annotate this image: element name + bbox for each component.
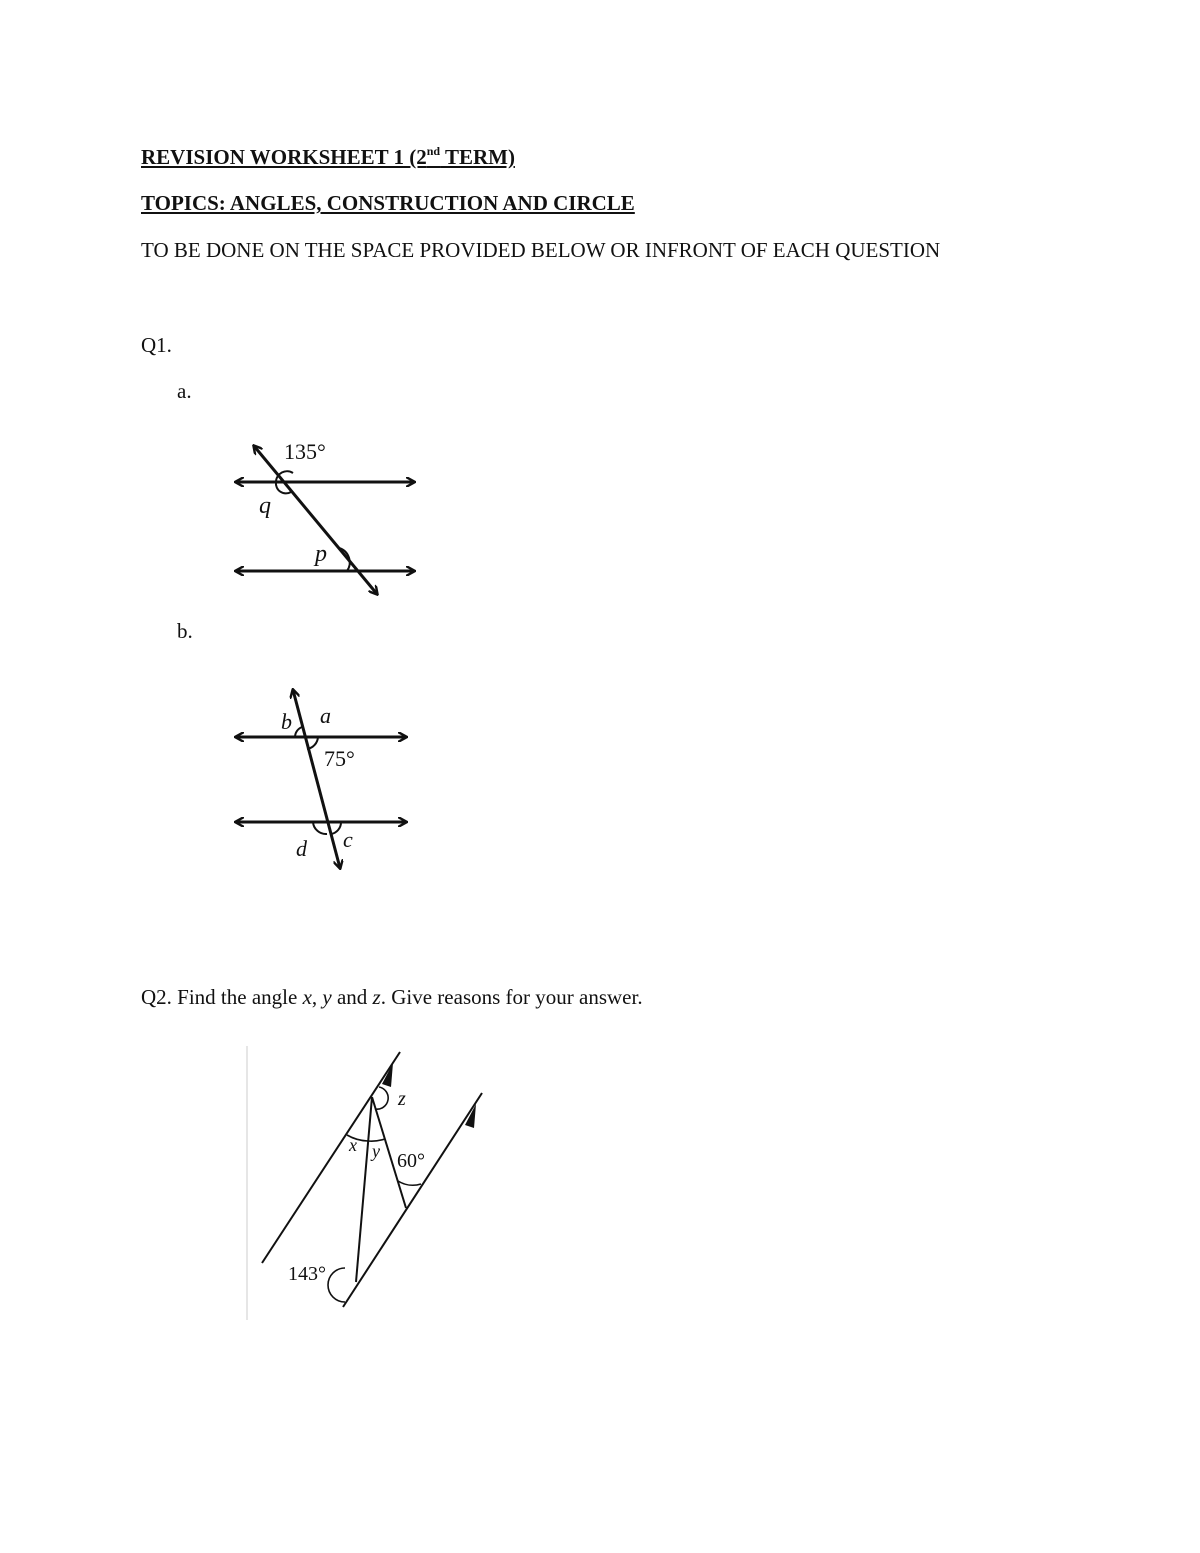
- q1b-var-d: d: [296, 836, 307, 861]
- q2-figure: [240, 1040, 500, 1330]
- q1b-angle-arc-c: [331, 822, 341, 834]
- q2-angle-arc-60: [398, 1181, 421, 1185]
- q2-segment-apex-bottom: [356, 1097, 372, 1282]
- q1a-figure: [220, 430, 480, 610]
- topics-line: TOPICS: ANGLES, CONSTRUCTION AND CIRCLE: [141, 191, 635, 215]
- q1b-var-b: b: [281, 709, 292, 734]
- q1b-label-75: 75°: [324, 746, 355, 771]
- q2-prefix: Q2. Find the angle: [141, 985, 303, 1009]
- q1b-figure: [220, 680, 460, 880]
- title-superscript: nd: [426, 144, 441, 158]
- q2-var-z-label: z: [398, 1088, 406, 1110]
- q1a-var-q: q: [259, 493, 271, 519]
- q1a-label: a.: [177, 379, 192, 403]
- q2-arrow-left-icon: [382, 1063, 393, 1087]
- q2-and: and: [331, 985, 373, 1009]
- q1a-label-135: 135°: [284, 439, 326, 464]
- q2-label-60: 60°: [397, 1150, 425, 1172]
- q1a-var-p: p: [315, 541, 327, 567]
- instruction-line: TO BE DONE ON THE SPACE PROVIDED BELOW OR INFRONT OF EACH QUESTION: [141, 238, 941, 262]
- q2-suffix: . Give reasons for your answer.: [380, 985, 643, 1009]
- q2-sep: ,: [311, 985, 323, 1009]
- worksheet-title: [141, 144, 515, 170]
- q2-var-x-label: x: [349, 1135, 357, 1155]
- q2-angle-arc-143: [328, 1268, 345, 1302]
- q1b-angle-arc-d: [313, 822, 327, 834]
- q1b-var-a: a: [320, 703, 331, 728]
- q2-label-143: 143°: [288, 1263, 326, 1285]
- q2-var-y-label: y: [372, 1141, 380, 1161]
- q2-var-x: x: [302, 985, 312, 1009]
- q1b-label: b.: [177, 619, 193, 643]
- title-main: REVISION WORKSHEET 1 (2: [141, 145, 427, 169]
- q2-question: [141, 985, 643, 1010]
- title-end: TERM): [440, 145, 515, 169]
- q1-label: Q1.: [141, 333, 172, 357]
- q2-var-z: z: [372, 985, 381, 1009]
- q2-var-y: y: [322, 985, 332, 1009]
- q2-angle-arc-z: [375, 1087, 388, 1109]
- q1b-var-c: c: [343, 827, 353, 852]
